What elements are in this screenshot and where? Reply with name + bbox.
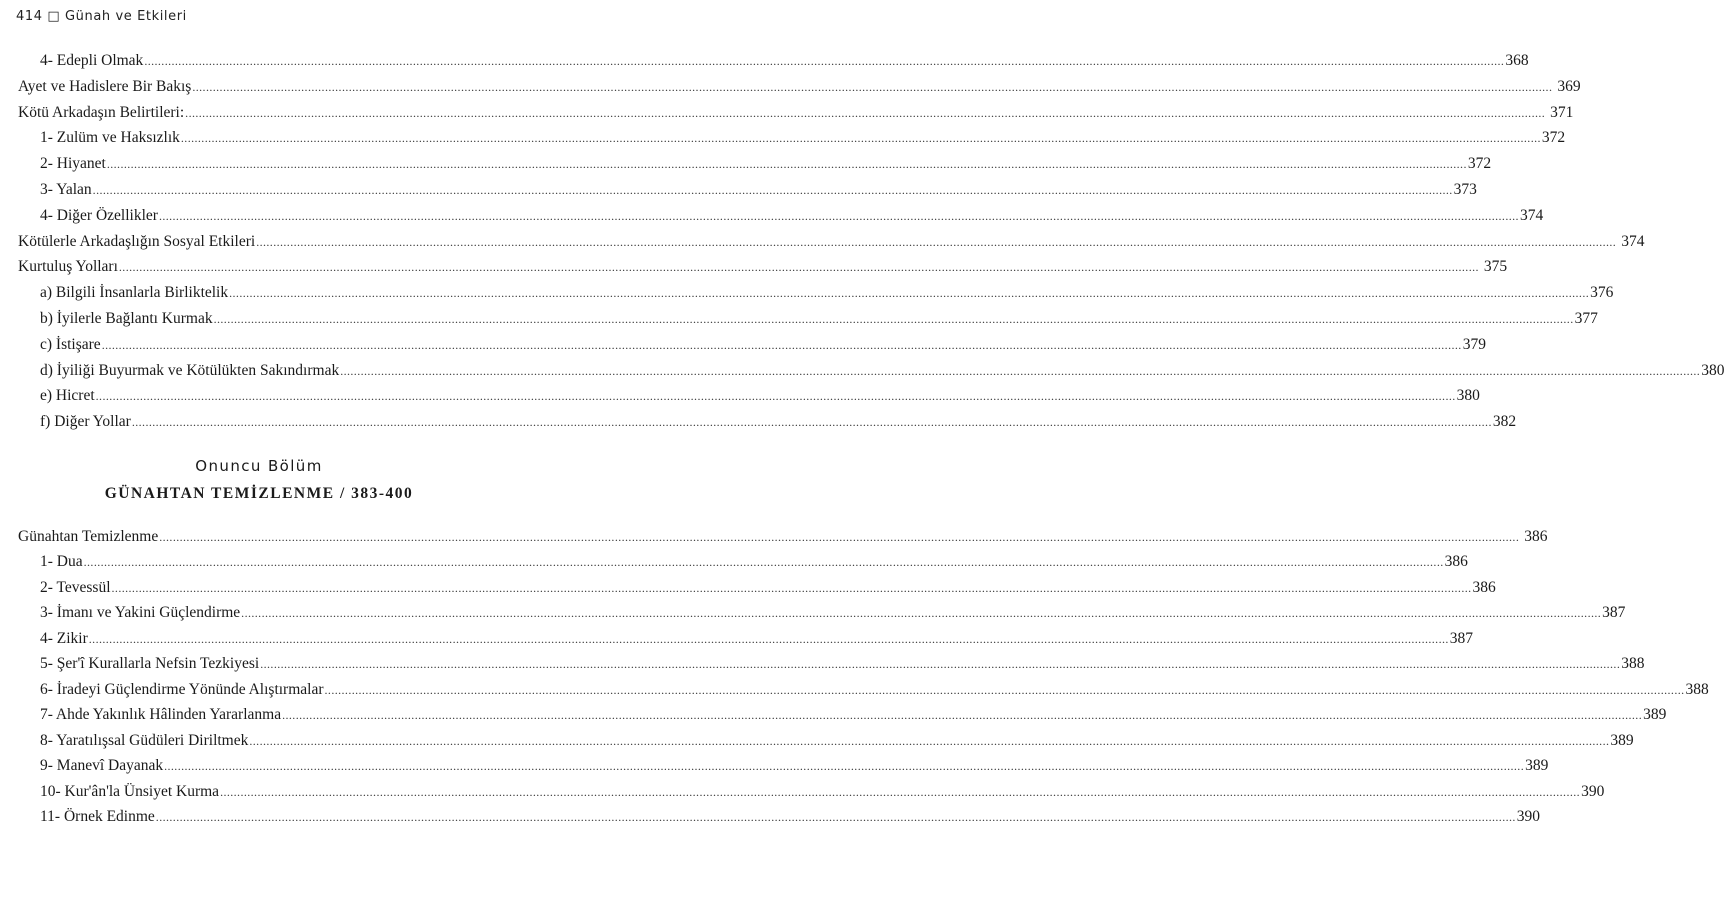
toc-entry-page: 374 — [1621, 232, 1645, 250]
toc-leader-dots: ................................................................................................................................................................................................................................................................................................................................................................................................................ — [256, 234, 1617, 249]
toc-leader-dots: ................................................................................................................................................................................................................................................................................................................................................................................................................ — [282, 708, 1643, 723]
toc-entry — [40, 282, 1614, 304]
toc-entry-title: 5- Şer'î Kurallarla Nefsin Tezkiyesi — [40, 655, 260, 673]
toc-leader-dots: ................................................................................................................................................................................................................................................................................................................................................................................................................ — [111, 580, 1472, 595]
toc-entry-title: e) Hicret — [40, 387, 95, 405]
toc-entry-page: 371 — [1550, 103, 1574, 121]
toc-entry — [18, 256, 1508, 278]
toc-entry — [40, 577, 1496, 599]
toc-entry — [40, 334, 1486, 356]
toc-leader-dots: ................................................................................................................................................................................................................................................................................................................................................................................................................ — [249, 733, 1610, 748]
toc-leader-dots: ................................................................................................................................................................................................................................................................................................................................................................................................................ — [229, 286, 1590, 301]
toc-entry-title: c) İstişare — [40, 335, 101, 353]
toc-entry-page: 390 — [1516, 807, 1541, 825]
toc-entry-page: 376 — [1590, 284, 1614, 302]
toc-entry — [40, 806, 1541, 828]
toc-leader-dots: ................................................................................................................................................................................................................................................................................................................................................................................................................ — [144, 54, 1505, 68]
toc-entry-page: 386 — [1444, 553, 1468, 571]
toc-leader-dots: ................................................................................................................................................................................................................................................................................................................................................................................................................ — [118, 260, 1479, 275]
toc-entry-page: 374 — [1519, 206, 1544, 224]
toc-entry-title: Günahtan Temizlenme — [18, 528, 159, 545]
toc-entry — [18, 102, 1574, 124]
toc-entry-page: 389 — [1643, 706, 1667, 724]
toc-entry-title: 4- Edepli Olmak — [40, 52, 144, 69]
toc-leader-dots: ................................................................................................................................................................................................................................................................................................................................................................................................................ — [101, 337, 1462, 352]
toc-leader-dots: ................................................................................................................................................................................................................................................................................................................................................................................................................ — [158, 208, 1519, 223]
toc-entry — [40, 385, 1480, 407]
toc-entry-title: b) İyilerle Bağlantı Kurmak — [40, 310, 213, 327]
toc-entry-page: 382 — [1492, 413, 1517, 431]
toc-entry-page: 372 — [1541, 129, 1566, 147]
toc-entry — [40, 127, 1566, 149]
toc-entry — [40, 411, 1517, 433]
toc-entry-page: 380 — [1456, 387, 1480, 405]
toc-entry-title: 1- Dua — [40, 553, 83, 571]
toc-entry — [40, 755, 1549, 777]
toc-leader-dots: ................................................................................................................................................................................................................................................................................................................................................................................................................ — [95, 389, 1456, 404]
toc-entry-page: 388 — [1685, 680, 1709, 698]
toc-leader-dots: ................................................................................................................................................................................................................................................................................................................................................................................................................ — [220, 784, 1581, 799]
toc-entry-page: 387 — [1449, 629, 1474, 647]
toc-entry-title: d) İyiliği Buyurmak ve Kötülükten Sakındırmak — [40, 361, 340, 379]
toc-leader-dots: ................................................................................................................................................................................................................................................................................................................................................................................................................ — [340, 363, 1701, 378]
toc-entry — [40, 551, 1468, 573]
toc-leader-dots: ................................................................................................................................................................................................................................................................................................................................................................................................................ — [213, 312, 1574, 326]
toc-entry-title: Kötülerle Arkadaşlığın Sosyal Etkileri — [18, 232, 256, 250]
toc-entry — [40, 628, 1474, 650]
toc-entry-title: f) Diğer Yollar — [40, 413, 131, 431]
toc-entry — [40, 781, 1605, 803]
toc-entry-page: 375 — [1483, 258, 1508, 276]
toc-entry — [40, 679, 1709, 701]
toc-entry — [40, 153, 1492, 175]
toc-entry-page: 389 — [1525, 757, 1549, 775]
toc-entry-title: 6- İradeyi Güçlendirme Yönünde Alıştırmalar — [40, 680, 324, 698]
toc-entry-title: 4- Zikir — [40, 629, 88, 647]
toc-leader-dots: ................................................................................................................................................................................................................................................................................................................................................................................................................ — [106, 157, 1467, 172]
toc-entry-title: 9- Manevî Dayanak — [40, 757, 164, 775]
toc-leader-dots: ................................................................................................................................................................................................................................................................................................................................................................................................................ — [164, 759, 1525, 774]
toc-entry-title: Ayet ve Hadislere Bir Bakış — [18, 77, 192, 95]
toc-entry-page: 369 — [1557, 77, 1581, 95]
toc-entry-title: 1- Zulüm ve Haksızlık — [40, 129, 180, 147]
toc-entry-page: 373 — [1453, 181, 1477, 198]
toc-entry-title: a) Bilgili İnsanlarla Birliktelik — [40, 284, 229, 302]
toc-entry — [18, 231, 1645, 253]
toc-entry-page: 389 — [1610, 731, 1634, 749]
toc-entry-title: 3- Yalan — [40, 181, 92, 198]
toc-leader-dots: ................................................................................................................................................................................................................................................................................................................................................................................................................ — [180, 131, 1541, 146]
toc-entry-title: Kurtuluş Yolları — [18, 258, 118, 276]
toc-entry — [40, 179, 1477, 201]
toc-entry — [40, 730, 1634, 752]
toc-entry-title: Kötü Arkadaşın Belirtileri: — [18, 103, 185, 121]
toc-entry-page: 368 — [1505, 52, 1529, 69]
toc-leader-dots: ................................................................................................................................................................................................................................................................................................................................................................................................................ — [83, 555, 1444, 570]
running-head: 414 □ Günah ve Etkileri — [16, 9, 187, 24]
toc-entry-page: 390 — [1581, 782, 1605, 800]
toc-leader-dots: ................................................................................................................................................................................................................................................................................................................................................................................................................ — [92, 183, 1453, 197]
toc-leader-dots: ................................................................................................................................................................................................................................................................................................................................................................................................................ — [185, 105, 1546, 120]
toc-entry-title: 7- Ahde Yakınlık Hâlinden Yararlanma — [40, 706, 282, 724]
toc-leader-dots: ................................................................................................................................................................................................................................................................................................................................................................................................................ — [241, 606, 1602, 621]
toc-entry — [40, 205, 1544, 227]
section-title: GÜNAHTAN TEMİZLENME / 383-400 — [104, 485, 414, 502]
section-heading: Onuncu Bölüm — [195, 457, 323, 475]
toc-leader-dots: ................................................................................................................................................................................................................................................................................................................................................................................................................ — [260, 657, 1621, 672]
toc-leader-dots: ................................................................................................................................................................................................................................................................................................................................................................................................................ — [159, 530, 1520, 544]
toc-entry-title: 11- Örnek Edinme — [40, 807, 155, 825]
toc-leader-dots: ................................................................................................................................................................................................................................................................................................................................................................................................................ — [324, 682, 1685, 697]
toc-entry — [40, 602, 1626, 624]
toc-entry-title: 10- Kur'ân'la Ünsiyet Kurma — [40, 782, 220, 800]
toc-entry — [40, 704, 1667, 726]
toc-entry-title: 3- İmanı ve Yakini Güçlendirme — [40, 604, 241, 622]
toc-entry — [40, 360, 1724, 382]
toc-entry — [18, 76, 1581, 98]
toc-entry-title: 2- Tevessül — [40, 578, 111, 596]
toc-entry-page: 372 — [1467, 155, 1492, 173]
toc-entry-page: 380 — [1701, 361, 1724, 379]
toc-entry — [18, 526, 1548, 548]
toc-entry-page: 388 — [1621, 655, 1645, 673]
toc-entry-title: 4- Diğer Özellikler — [40, 206, 158, 224]
toc-entry-title: 2- Hiyanet — [40, 155, 106, 173]
toc-leader-dots: ................................................................................................................................................................................................................................................................................................................................................................................................................ — [131, 415, 1492, 430]
toc-entry-page: 386 — [1524, 528, 1548, 545]
toc-entry — [40, 653, 1645, 675]
toc-entry-page: 379 — [1462, 335, 1486, 353]
toc-entry — [40, 308, 1598, 330]
toc-leader-dots: ................................................................................................................................................................................................................................................................................................................................................................................................................ — [192, 79, 1553, 94]
toc-entry-title: 8- Yaratılışsal Güdüleri Diriltmek — [40, 731, 249, 749]
toc-leader-dots: ................................................................................................................................................................................................................................................................................................................................................................................................................ — [88, 631, 1449, 646]
toc-leader-dots: ................................................................................................................................................................................................................................................................................................................................................................................................................ — [155, 809, 1516, 824]
toc-entry-page: 377 — [1574, 310, 1598, 327]
toc-entry-page: 387 — [1602, 604, 1626, 622]
toc-entry-page: 386 — [1472, 578, 1496, 596]
toc-entry — [40, 50, 1529, 72]
